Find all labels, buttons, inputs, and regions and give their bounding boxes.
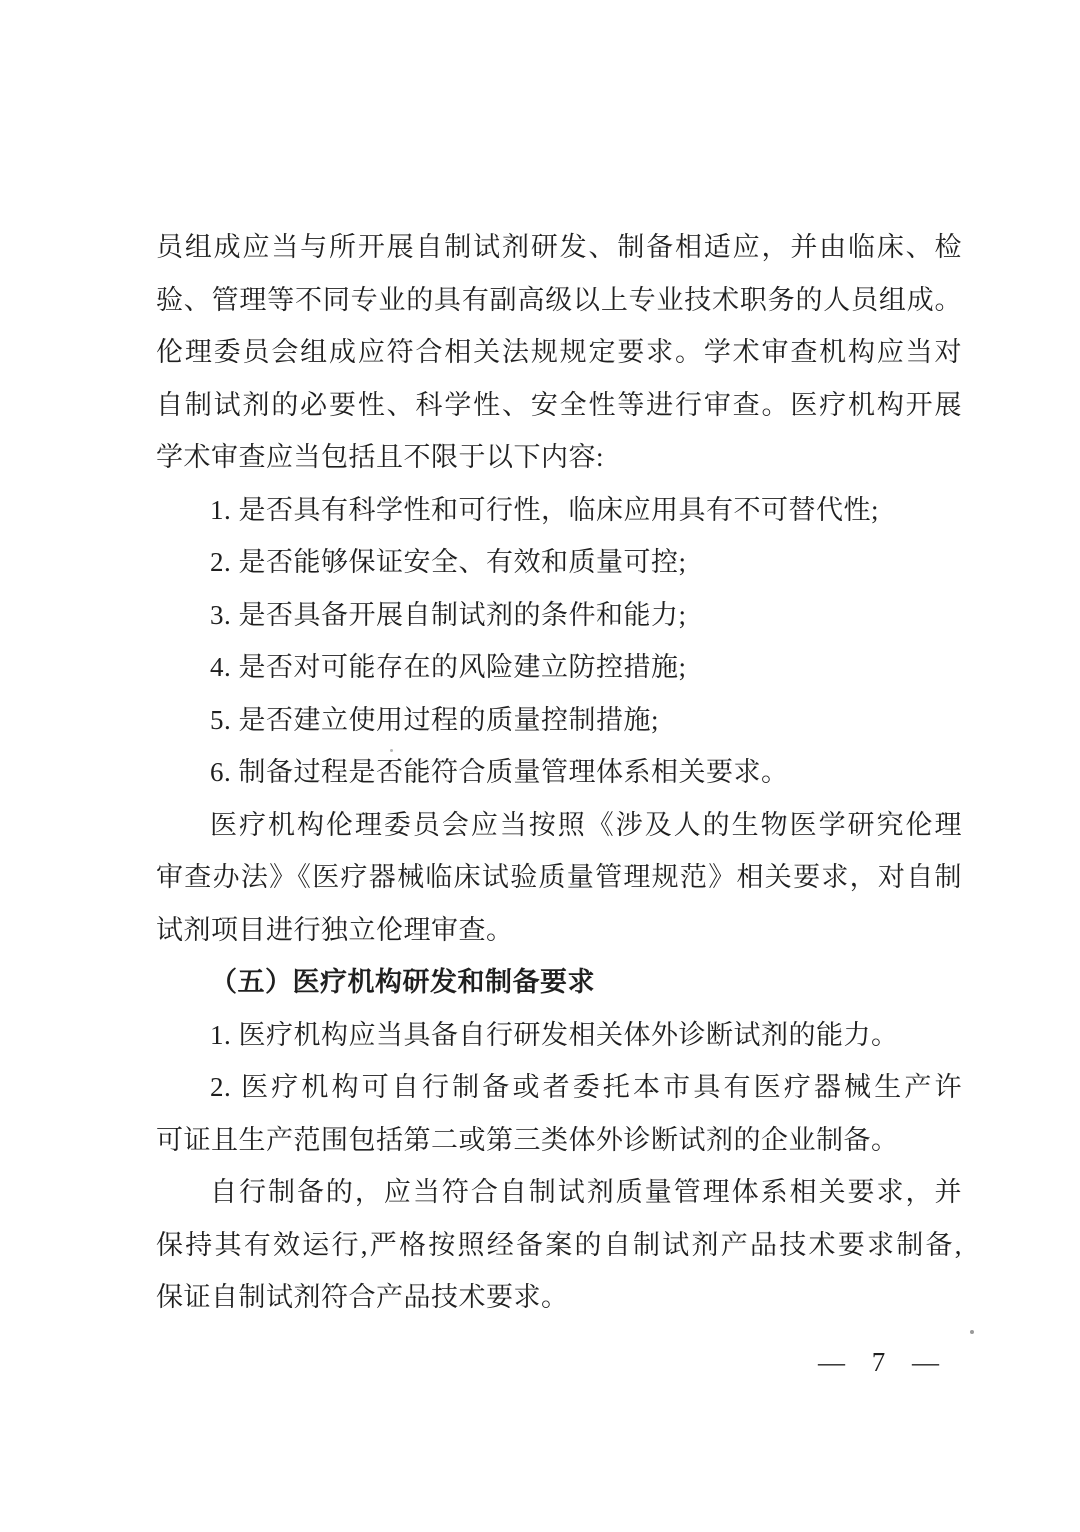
text-line: 员组成应当与所开展自制试剂研发、制备相适应，并由临床、检	[156, 232, 962, 262]
text-line: 4. 是否对可能存在的风险建立防控措施;	[210, 652, 687, 682]
scan-artifact-dot	[390, 749, 393, 752]
scan-artifact-dot	[970, 1330, 974, 1334]
text-line: 1. 医疗机构应当具备自行研发相关体外诊断试剂的能力。	[210, 1019, 899, 1050]
text-line: 保持其有效运行,严格按照经备案的自制试剂产品技术要求制备,	[156, 1229, 962, 1260]
text-line: 2. 医疗机构可自行制备或者委托本市具有医疗器械生产许	[210, 1072, 962, 1102]
text-line: 可证且生产范围包括第二或第三类体外诊断试剂的企业制备。	[156, 1124, 899, 1155]
text-line: 6. 制备过程是否能符合质量管理体系相关要求。	[210, 757, 789, 787]
text-line: 自制试剂的必要性、科学性、安全性等进行审查。医疗机构开展	[156, 389, 962, 420]
text-line: 医疗机构伦理委员会应当按照《涉及人的生物医学研究伦理	[210, 809, 962, 840]
text-line: 验、管理等不同专业的具有副高级以上专业技术职务的人员组成。	[156, 284, 962, 315]
text-line: 学术审查应当包括且不限于以下内容:	[156, 442, 605, 472]
text-line: 伦理委员会组成应符合相关法规规定要求。学术审查机构应当对	[156, 337, 962, 367]
section-heading: （五）医疗机构研发和制备要求	[210, 967, 595, 997]
text-line: 审查办法》《医疗器械临床试验质量管理规范》相关要求，对自制	[156, 862, 962, 892]
text-line: 5. 是否建立使用过程的质量控制措施;	[210, 704, 660, 735]
page-number: — 7 —	[818, 1347, 944, 1377]
text-line: 2. 是否能够保证安全、有效和质量可控;	[210, 547, 687, 577]
text-line: 3. 是否具备开展自制试剂的条件和能力;	[210, 599, 687, 630]
text-line: 保证自制试剂符合产品技术要求。	[156, 1282, 569, 1312]
text-line: 1. 是否具有科学性和可行性，临床应用具有不可替代性;	[210, 494, 880, 525]
text-line: 试剂项目进行独立伦理审查。	[156, 914, 514, 945]
text-line: 自行制备的，应当符合自制试剂质量管理体系相关要求，并	[210, 1177, 962, 1207]
document-body	[156, 221, 962, 1324]
